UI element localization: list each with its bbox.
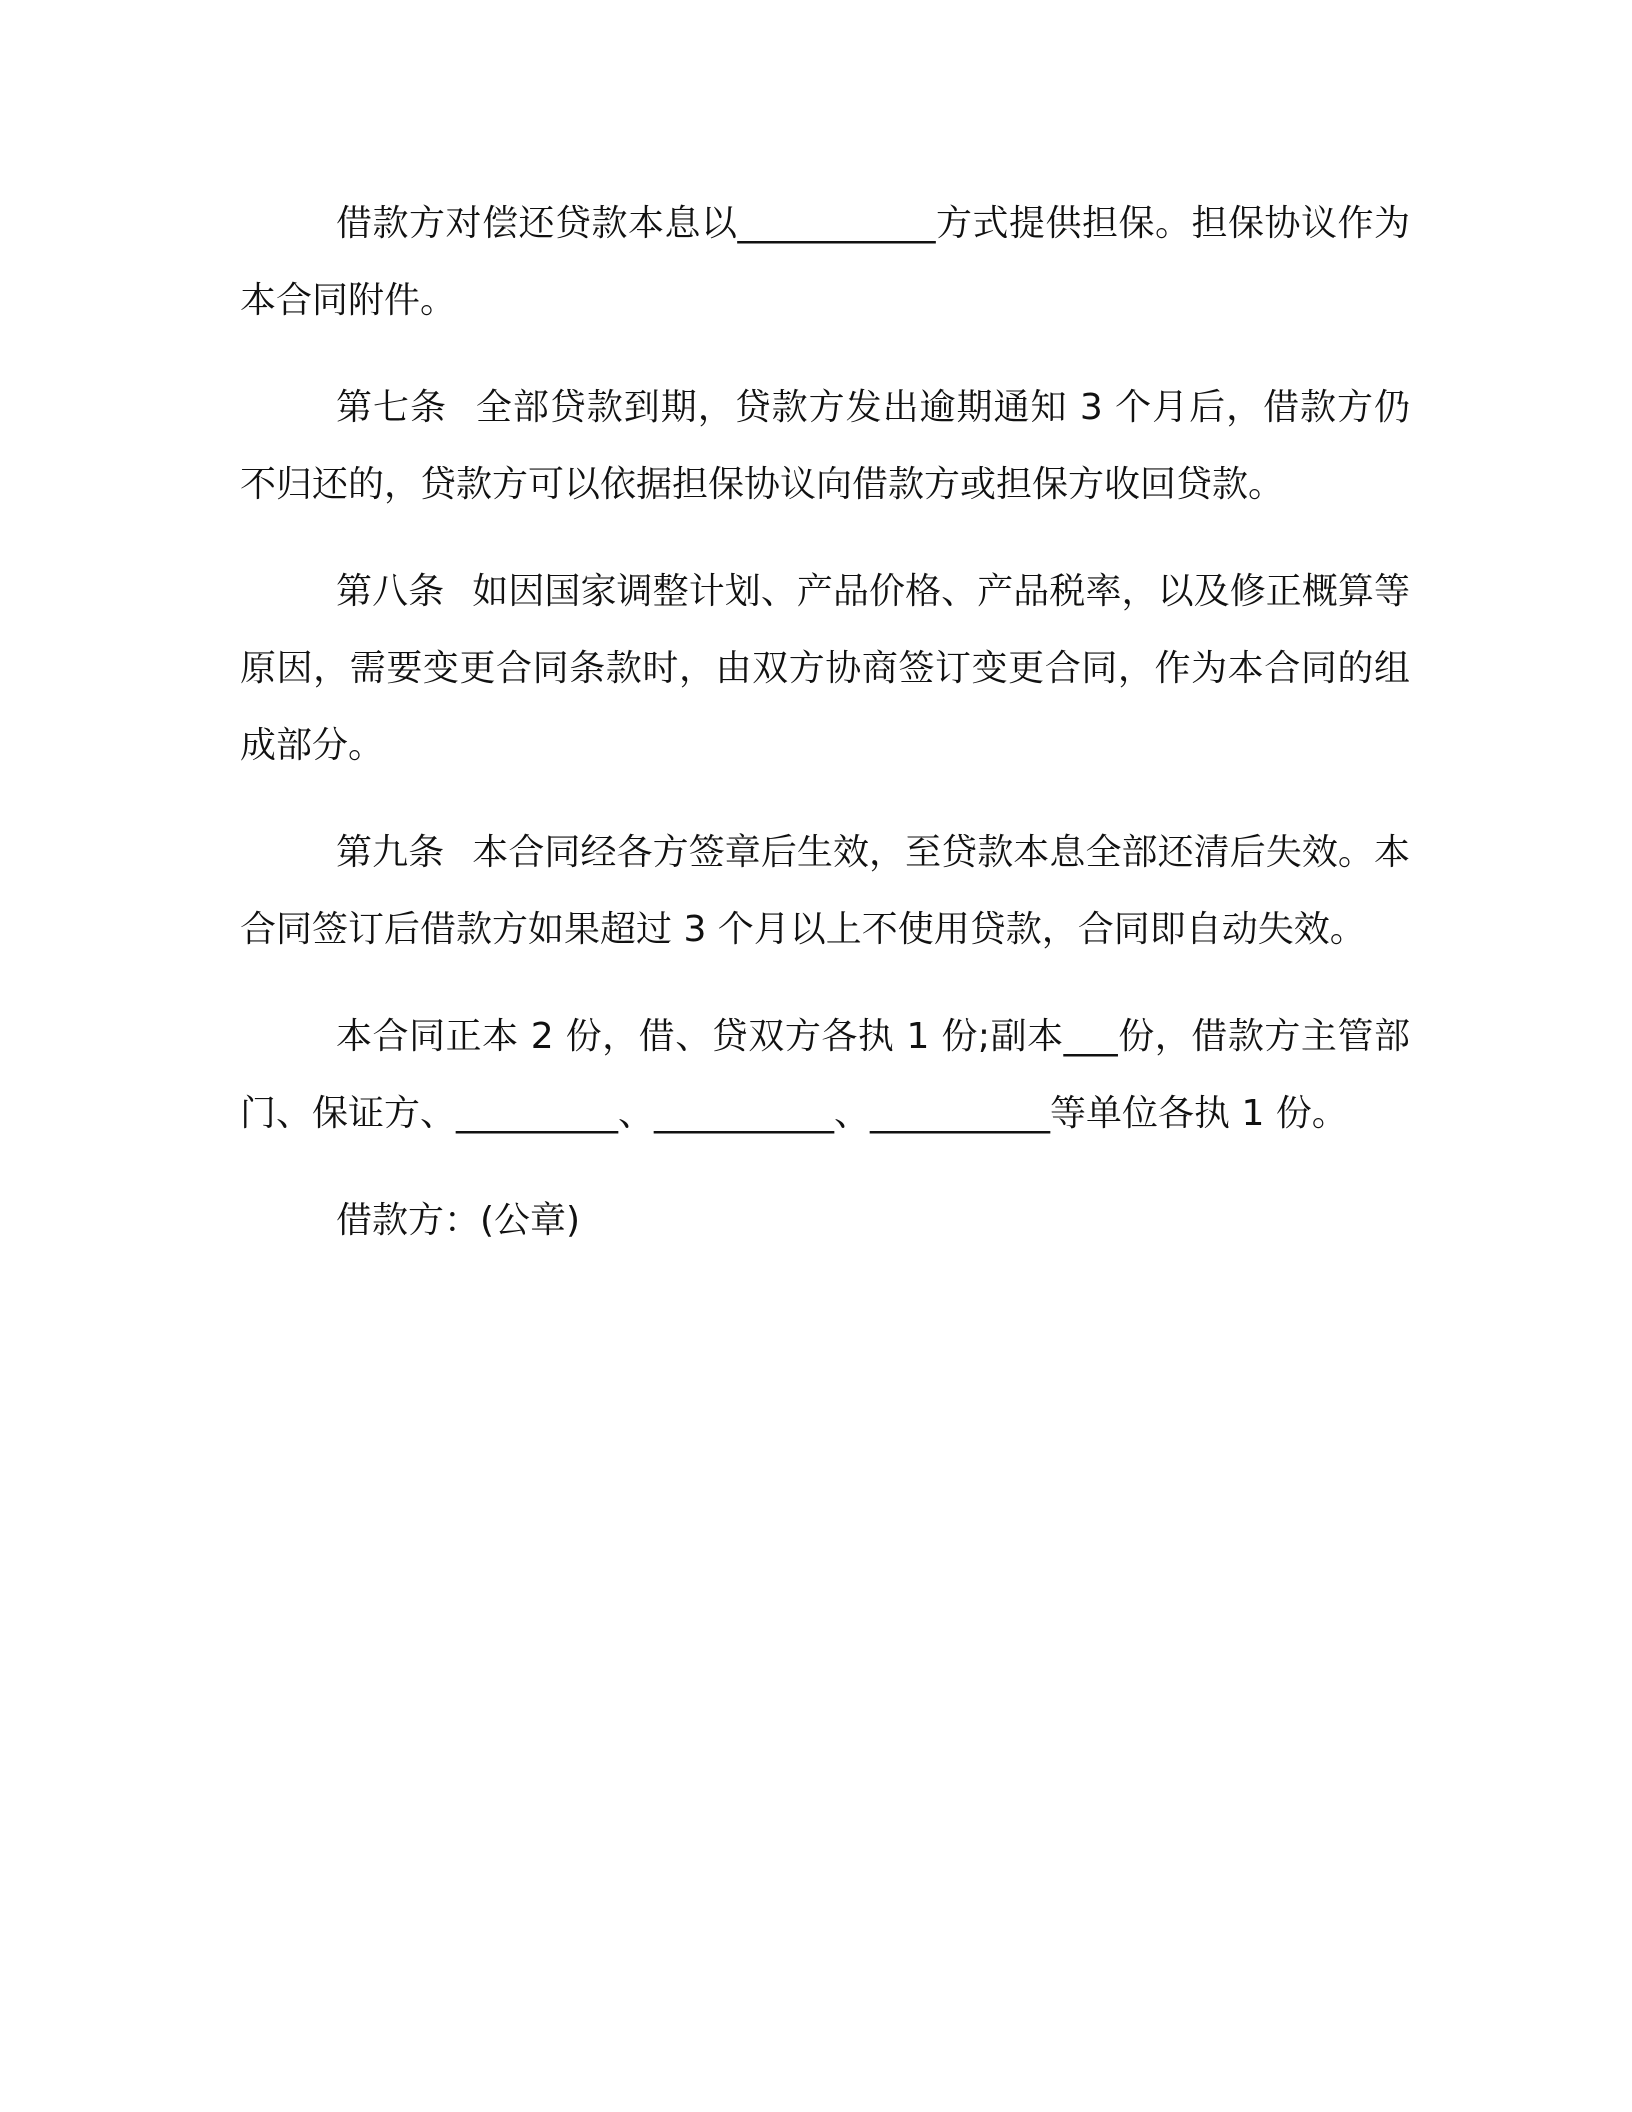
- signature-line: 借款方：(公章): [336, 1200, 581, 1241]
- paragraph-article-7: [240, 369, 1410, 523]
- paragraph-copies: [240, 998, 1410, 1152]
- article-label: 第八条: [336, 571, 445, 612]
- paragraph-text: 借款方对偿还贷款本息以___________方式提供担保。担保协议作为本合同附件。: [240, 203, 1410, 321]
- document-body: [240, 185, 1410, 1289]
- paragraph-text: 本合同正本 2 份，借、贷双方各执 1 份;副本___份，借款方主管部门、保证方、_________、__________、__________等单位各执 1 份。: [240, 1016, 1410, 1134]
- paragraph-guarantee: [240, 185, 1410, 339]
- paragraph-text: 如因国家调整计划、产品价格、产品税率，以及修正概算等原因，需要变更合同条款时，由双方协商签订变更合同，作为本合同的组成部分。: [240, 571, 1410, 766]
- article-label: 第七条: [336, 387, 447, 428]
- paragraph-article-8: [240, 553, 1410, 784]
- paragraph-article-9: [240, 814, 1410, 968]
- paragraph-text: 全部贷款到期，贷款方发出逾期通知 3 个月后，借款方仍不归还的，贷款方可以依据担保协议向借款方或担保方收回贷款。: [240, 387, 1410, 505]
- paragraph-text: 本合同经各方签章后生效，至贷款本息全部还清后失效。本合同签订后借款方如果超过 3 个月以上不使用贷款，合同即自动失效。: [240, 832, 1410, 950]
- article-label: 第九条: [336, 832, 445, 873]
- paragraph-signature: [240, 1182, 1410, 1259]
